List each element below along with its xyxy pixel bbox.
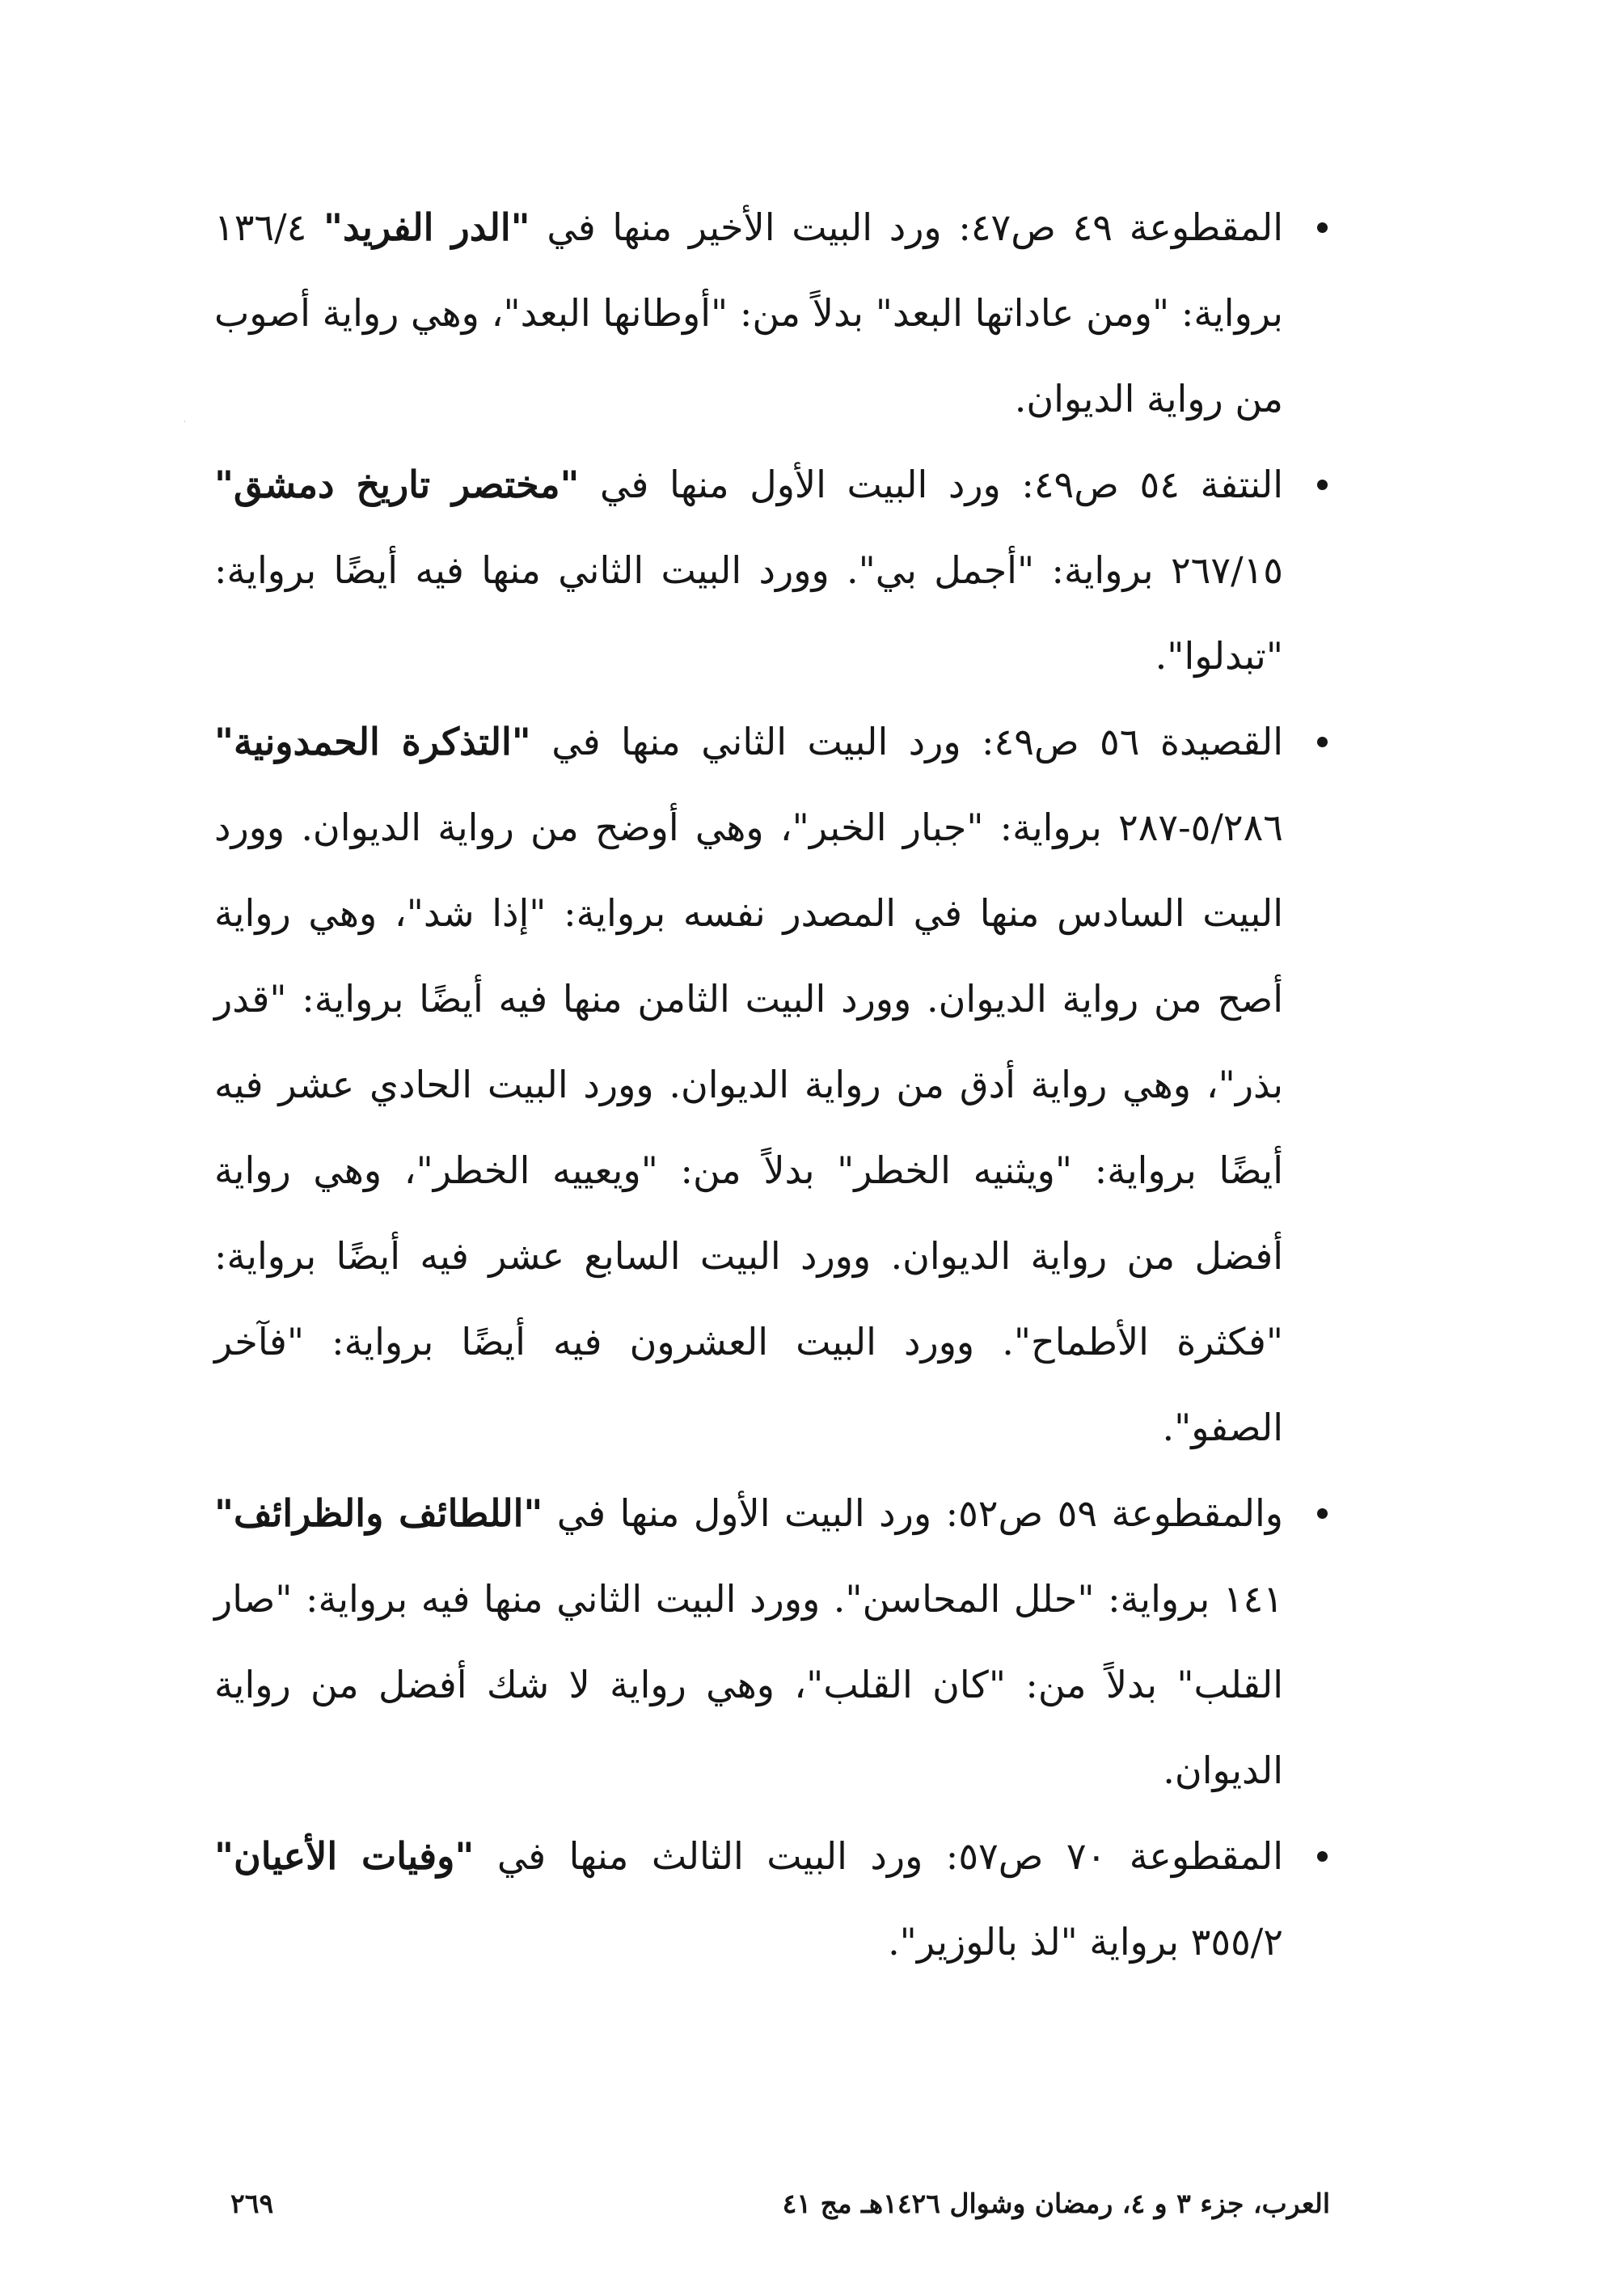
bullet-icon xyxy=(1314,699,1330,784)
entry-lead: القصيدة ٥٦ ص٤٩: ورد البيت الثاني منها في xyxy=(530,720,1284,763)
notes-list xyxy=(214,184,1330,1985)
entry-text: ٣٥٥/٢ برواية "لذ بالوزير". xyxy=(888,1920,1283,1964)
bullet-icon xyxy=(1314,184,1330,270)
list-item xyxy=(214,1813,1330,1985)
list-item xyxy=(214,699,1330,1470)
scan-mark xyxy=(184,421,185,422)
bullet-icon xyxy=(1314,1813,1330,1899)
journal-running-footer: العرب، جزء ٣ و ٤، رمضان وشوال ١٤٢٦هـ مج ٤١ xyxy=(782,2188,1330,2219)
entry-lead: المقطوعة ٤٩ ص٤٧: ورد البيت الأخير منها في xyxy=(530,205,1283,249)
entry-text: ٢٦٧/١٥ برواية: "أجمل بي". وورد البيت الثاني منها فيه أيضًا برواية: "تبدلوا". xyxy=(214,548,1283,678)
entry-text: ١٣٦/٤ برواية: "ومن عاداتها البعد" بدلاً من: "أوطانها البعد"، وهي رواية أصوب من رواية الديوان. xyxy=(214,205,1283,421)
list-item xyxy=(214,1470,1330,1813)
entry-source: "اللطائف والظرائف" xyxy=(214,1491,543,1535)
list-item xyxy=(214,184,1330,442)
page-number: ٢٦٩ xyxy=(230,2188,274,2219)
list-item xyxy=(214,442,1330,699)
page-footer xyxy=(214,2184,1330,2224)
entry-text: ١٤١ برواية: "حلل المحاسن". وورد البيت الثاني منها فيه برواية: "صار القلب" بدلاً من: "كان القلب"، وهي رواية لا شك أفضل من رواية الديوان. xyxy=(214,1577,1283,1792)
bullet-icon xyxy=(1314,442,1330,527)
entry-text: ٥/٢٨٦-٢٨٧ برواية: "جبار الخبر"، وهي أوضح من رواية الديوان. وورد البيت السادس منها في المصدر نفسه برواية: "إذا شد"، وهي رواية أصح من رواية الديوان. وورد البيت الثامن منها فيه أيضًا برواية: "قدر بذر"، وهي رواية أدق من رواية الديوان. وورد البيت الحادي عشر فيه أيضًا برواية: "ويثنيه الخطر" بدلاً من: "ويعييه الخطر"، وهي رواية أفضل من رواية الديوان. وورد البيت السابع عشر فيه أيضًا برواية: "فكثرة الأطماح". وورد البيت العشرون فيه أيضًا برواية: "فآخر الصفو". xyxy=(214,806,1283,1449)
entry-lead: النتفة ٥٤ ص٤٩: ورد البيت الأول منها في xyxy=(579,463,1283,506)
entry-source: "الدر الفريد" xyxy=(323,205,530,249)
entry-source: "مختصر تاريخ دمشق" xyxy=(214,463,580,506)
entry-lead: والمقطوعة ٥٩ ص٥٢: ورد البيت الأول منها في xyxy=(543,1491,1283,1535)
bullet-icon xyxy=(1314,1470,1330,1556)
entry-source: "التذكرة الحمدونية" xyxy=(214,720,531,763)
entry-source: "وفيات الأعيان" xyxy=(214,1834,475,1878)
entry-lead: المقطوعة ٧٠ ص٥٧: ورد البيت الثالث منها في xyxy=(474,1834,1283,1878)
